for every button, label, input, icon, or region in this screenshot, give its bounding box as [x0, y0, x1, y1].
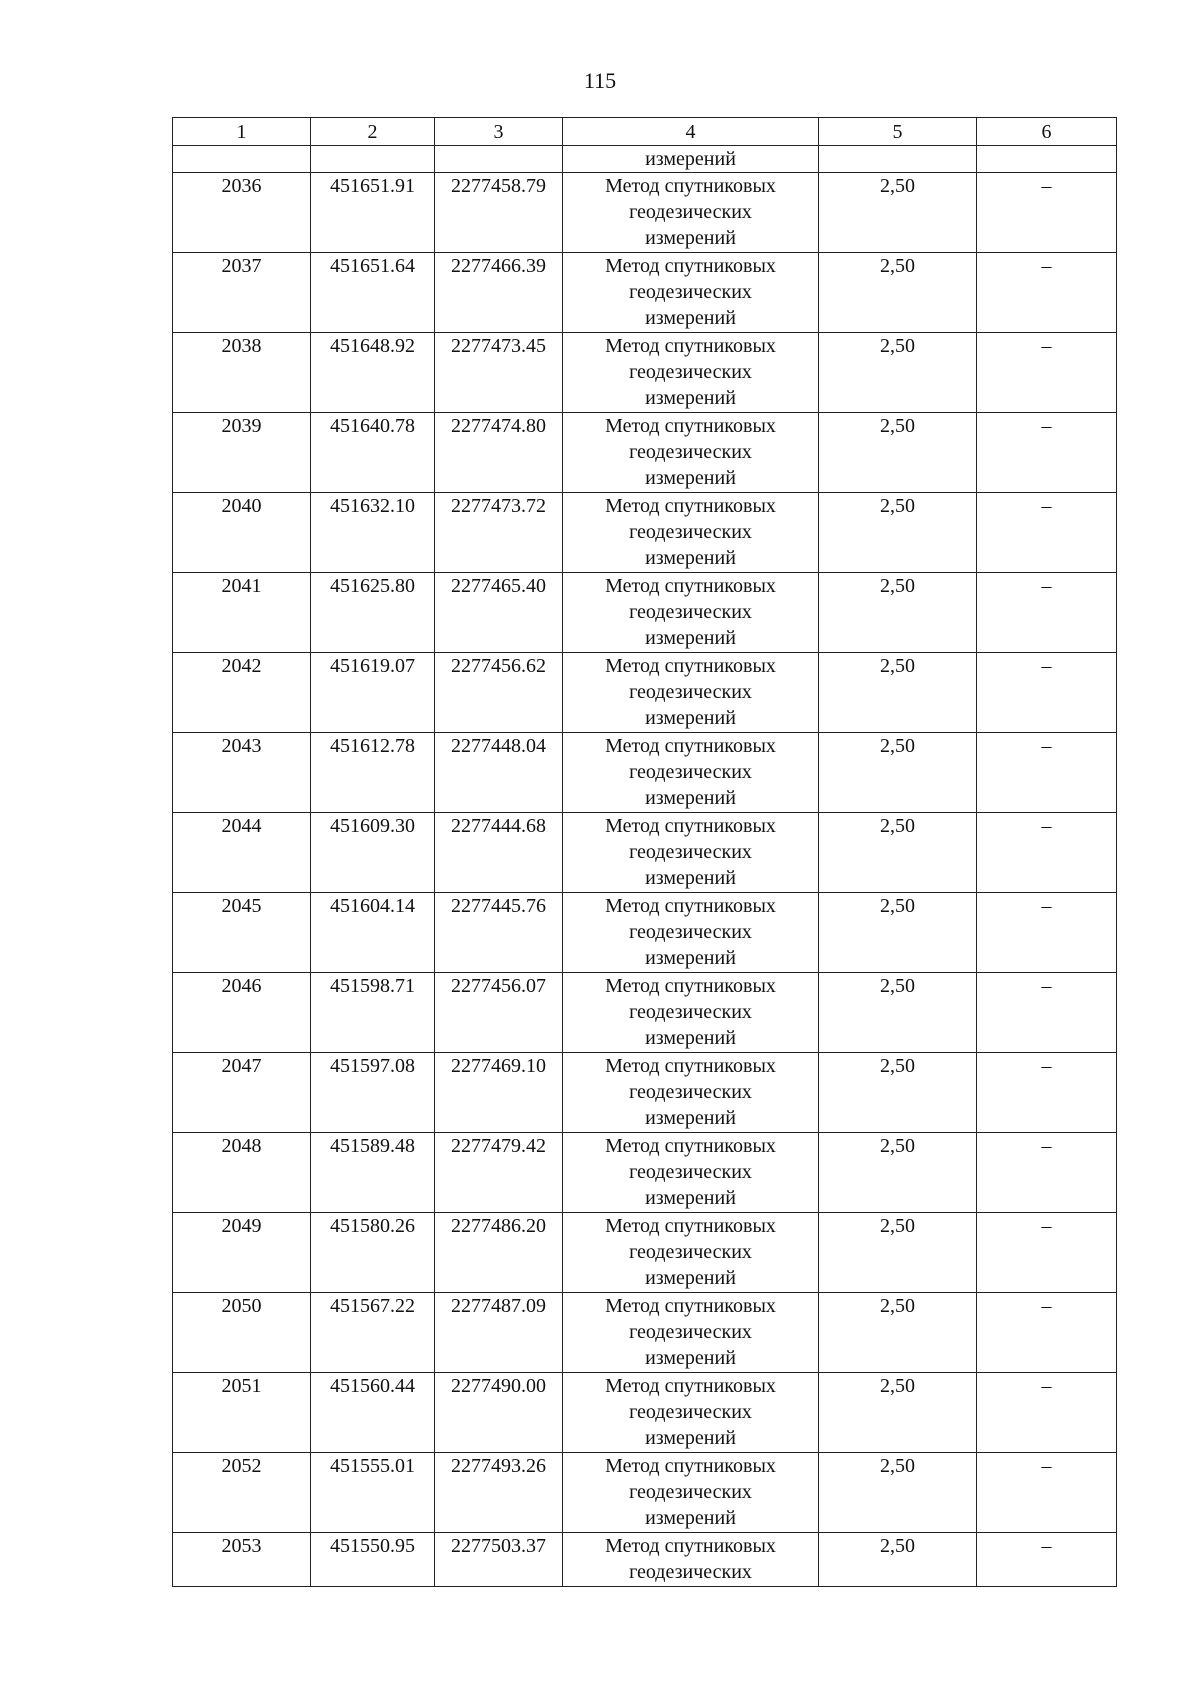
table-row [173, 573, 1117, 653]
accuracy-value: 2,50 [819, 893, 977, 973]
method-line: измерений [645, 467, 736, 489]
method-cell [563, 333, 819, 413]
coordinate-x: 451651.91 [311, 173, 435, 253]
coordinate-y: 2277469.10 [435, 1053, 563, 1133]
method-line: измерений [645, 627, 736, 649]
accuracy-value: 2,50 [819, 1373, 977, 1453]
table-row [173, 493, 1117, 573]
coordinate-y: 2277456.07 [435, 973, 563, 1053]
accuracy-value: 2,50 [819, 253, 977, 333]
method-cell [563, 653, 819, 733]
method-cell [563, 413, 819, 493]
note-value: – [977, 173, 1117, 253]
method-cell [563, 893, 819, 973]
continuation-cell-1 [173, 146, 311, 173]
point-number: 2036 [173, 173, 311, 253]
column-number-header-row [173, 118, 1117, 146]
coordinate-y: 2277493.26 [435, 1453, 563, 1533]
table-row [173, 1213, 1117, 1293]
method-line: геодезических [629, 601, 752, 623]
point-number: 2043 [173, 733, 311, 813]
method-line: геодезических [629, 761, 752, 783]
method-line: измерений [645, 1427, 736, 1449]
method-line: измерений [645, 1347, 736, 1369]
method-line: геодезических [629, 521, 752, 543]
coordinate-y: 2277487.09 [435, 1293, 563, 1373]
table-row [173, 1293, 1117, 1373]
note-value: – [977, 813, 1117, 893]
point-number: 2048 [173, 1133, 311, 1213]
method-line: Метод спутниковых [605, 255, 776, 277]
method-line: Метод спутниковых [605, 1295, 776, 1317]
accuracy-value: 2,50 [819, 173, 977, 253]
coordinate-x: 451580.26 [311, 1213, 435, 1293]
method-line: измерений [645, 707, 736, 729]
accuracy-value: 2,50 [819, 973, 977, 1053]
coordinate-x: 451612.78 [311, 733, 435, 813]
table-row [173, 333, 1117, 413]
note-value: – [977, 1133, 1117, 1213]
method-line: геодезических [629, 841, 752, 863]
table-row [173, 1373, 1117, 1453]
accuracy-value: 2,50 [819, 1133, 977, 1213]
note-value: – [977, 333, 1117, 413]
method-line: геодезических [629, 1081, 752, 1103]
accuracy-value: 2,50 [819, 333, 977, 413]
method-line: измерений [645, 307, 736, 329]
point-number: 2049 [173, 1213, 311, 1293]
method-line: геодезических [629, 1401, 752, 1423]
method-line: Метод спутниковых [605, 975, 776, 997]
method-line: измерений [645, 1267, 736, 1289]
table-row [173, 1133, 1117, 1213]
method-cell [563, 973, 819, 1053]
accuracy-value: 2,50 [819, 1213, 977, 1293]
point-number: 2052 [173, 1453, 311, 1533]
method-line: измерений [645, 947, 736, 969]
coordinate-x: 451640.78 [311, 413, 435, 493]
coordinate-x: 451555.01 [311, 1453, 435, 1533]
point-number: 2050 [173, 1293, 311, 1373]
point-number: 2046 [173, 973, 311, 1053]
accuracy-value: 2,50 [819, 1053, 977, 1133]
accuracy-value: 2,50 [819, 653, 977, 733]
column-header-1: 1 [173, 118, 311, 146]
note-value: – [977, 1213, 1117, 1293]
method-line: геодезических [629, 281, 752, 303]
method-line: Метод спутниковых [605, 1215, 776, 1237]
note-value: – [977, 893, 1117, 973]
note-value: – [977, 413, 1117, 493]
table-row [173, 733, 1117, 813]
continuation-cell-2 [311, 146, 435, 173]
coordinate-x: 451560.44 [311, 1373, 435, 1453]
method-cell [563, 733, 819, 813]
method-line: Метод спутниковых [605, 175, 776, 197]
accuracy-value: 2,50 [819, 733, 977, 813]
coordinate-x: 451567.22 [311, 1293, 435, 1373]
coordinate-x: 451625.80 [311, 573, 435, 653]
coordinate-y: 2277448.04 [435, 733, 563, 813]
method-line: геодезических [629, 921, 752, 943]
method-line: Метод спутниковых [605, 1375, 776, 1397]
continuation-method-tail: измерений [563, 146, 819, 173]
coordinate-y: 2277466.39 [435, 253, 563, 333]
method-line: Метод спутниковых [605, 1535, 776, 1557]
method-line: измерений [645, 227, 736, 249]
accuracy-value: 2,50 [819, 573, 977, 653]
method-line: измерений [645, 1187, 736, 1209]
coordinate-y: 2277486.20 [435, 1213, 563, 1293]
table-row [173, 973, 1117, 1053]
coordinate-y: 2277458.79 [435, 173, 563, 253]
method-line: Метод спутниковых [605, 495, 776, 517]
table-row [173, 1053, 1117, 1133]
coordinate-y: 2277473.72 [435, 493, 563, 573]
continuation-cell-6 [977, 146, 1117, 173]
method-line: Метод спутниковых [605, 575, 776, 597]
method-cell [563, 1453, 819, 1533]
method-line: геодезических [629, 201, 752, 223]
accuracy-value: 2,50 [819, 1293, 977, 1373]
coordinate-y: 2277474.80 [435, 413, 563, 493]
table-row [173, 173, 1117, 253]
note-value: – [977, 573, 1117, 653]
method-cell [563, 253, 819, 333]
coordinate-x: 451597.08 [311, 1053, 435, 1133]
method-line: геодезических [629, 441, 752, 463]
method-cell [563, 573, 819, 653]
column-header-2: 2 [311, 118, 435, 146]
method-line: измерений [645, 867, 736, 889]
table-row [173, 653, 1117, 733]
coordinate-y: 2277490.00 [435, 1373, 563, 1453]
table-row [173, 1453, 1117, 1533]
point-number: 2044 [173, 813, 311, 893]
method-line: геодезических [629, 1241, 752, 1263]
point-number: 2039 [173, 413, 311, 493]
table-row [173, 893, 1117, 973]
coordinate-x: 451609.30 [311, 813, 435, 893]
note-value: – [977, 493, 1117, 573]
accuracy-value: 2,50 [819, 413, 977, 493]
note-value: – [977, 973, 1117, 1053]
method-line: измерений [645, 1507, 736, 1529]
method-cell [563, 493, 819, 573]
table-row [173, 253, 1117, 333]
point-number: 2042 [173, 653, 311, 733]
note-value: – [977, 653, 1117, 733]
note-value: – [977, 1533, 1117, 1587]
coordinate-x: 451648.92 [311, 333, 435, 413]
coordinate-x: 451619.07 [311, 653, 435, 733]
method-line: измерений [645, 1027, 736, 1049]
point-number: 2040 [173, 493, 311, 573]
note-value: – [977, 1373, 1117, 1453]
coordinate-y: 2277445.76 [435, 893, 563, 973]
point-number: 2047 [173, 1053, 311, 1133]
method-cell [563, 1213, 819, 1293]
coordinate-x: 451632.10 [311, 493, 435, 573]
method-cell [563, 1533, 819, 1587]
coordinate-x: 451589.48 [311, 1133, 435, 1213]
note-value: – [977, 1453, 1117, 1533]
coordinate-x: 451604.14 [311, 893, 435, 973]
coordinate-x: 451651.64 [311, 253, 435, 333]
method-line: Метод спутниковых [605, 735, 776, 757]
method-line: Метод спутниковых [605, 1455, 776, 1477]
page-number: 115 [583, 68, 617, 93]
method-cell [563, 813, 819, 893]
coordinate-x: 451598.71 [311, 973, 435, 1053]
method-line: геодезических [629, 1561, 752, 1583]
coordinate-y: 2277444.68 [435, 813, 563, 893]
note-value: – [977, 733, 1117, 813]
coordinate-y: 2277465.40 [435, 573, 563, 653]
method-line: Метод спутниковых [605, 335, 776, 357]
method-cell [563, 1373, 819, 1453]
coordinate-y: 2277479.42 [435, 1133, 563, 1213]
method-line: геодезических [629, 1321, 752, 1343]
method-line: геодезических [629, 1481, 752, 1503]
method-cell [563, 1133, 819, 1213]
method-line: геодезических [629, 681, 752, 703]
continuation-cell-3 [435, 146, 563, 173]
point-number: 2053 [173, 1533, 311, 1587]
method-line: Метод спутниковых [605, 895, 776, 917]
point-number: 2041 [173, 573, 311, 653]
point-number: 2037 [173, 253, 311, 333]
method-line: измерений [645, 547, 736, 569]
coordinate-x: 451550.95 [311, 1533, 435, 1587]
continuation-cell-5 [819, 146, 977, 173]
note-value: – [977, 1053, 1117, 1133]
note-value: – [977, 253, 1117, 333]
table-row [173, 413, 1117, 493]
method-line: геодезических [629, 1161, 752, 1183]
method-line: измерений [645, 1107, 736, 1129]
point-number: 2045 [173, 893, 311, 973]
continuation-row [173, 146, 1117, 173]
coordinates-table-body [173, 118, 1117, 1587]
method-line: Метод спутниковых [605, 815, 776, 837]
column-header-5: 5 [819, 118, 977, 146]
coordinates-table [172, 117, 1117, 1587]
method-line: геодезических [629, 361, 752, 383]
table-row [173, 813, 1117, 893]
point-number: 2051 [173, 1373, 311, 1453]
accuracy-value: 2,50 [819, 1533, 977, 1587]
coordinate-y: 2277503.37 [435, 1533, 563, 1587]
method-line: Метод спутниковых [605, 655, 776, 677]
method-line: Метод спутниковых [605, 1135, 776, 1157]
accuracy-value: 2,50 [819, 813, 977, 893]
method-line: Метод спутниковых [605, 1055, 776, 1077]
coordinate-y: 2277456.62 [435, 653, 563, 733]
accuracy-value: 2,50 [819, 493, 977, 573]
table-row [173, 1533, 1117, 1587]
column-header-3: 3 [435, 118, 563, 146]
method-cell [563, 1293, 819, 1373]
method-line: измерений [645, 387, 736, 409]
column-header-6: 6 [977, 118, 1117, 146]
method-cell [563, 1053, 819, 1133]
method-cell [563, 173, 819, 253]
coordinate-y: 2277473.45 [435, 333, 563, 413]
column-header-4: 4 [563, 118, 819, 146]
point-number: 2038 [173, 333, 311, 413]
method-line: геодезических [629, 1001, 752, 1023]
note-value: – [977, 1293, 1117, 1373]
accuracy-value: 2,50 [819, 1453, 977, 1533]
method-line: Метод спутниковых [605, 415, 776, 437]
method-line: измерений [645, 787, 736, 809]
